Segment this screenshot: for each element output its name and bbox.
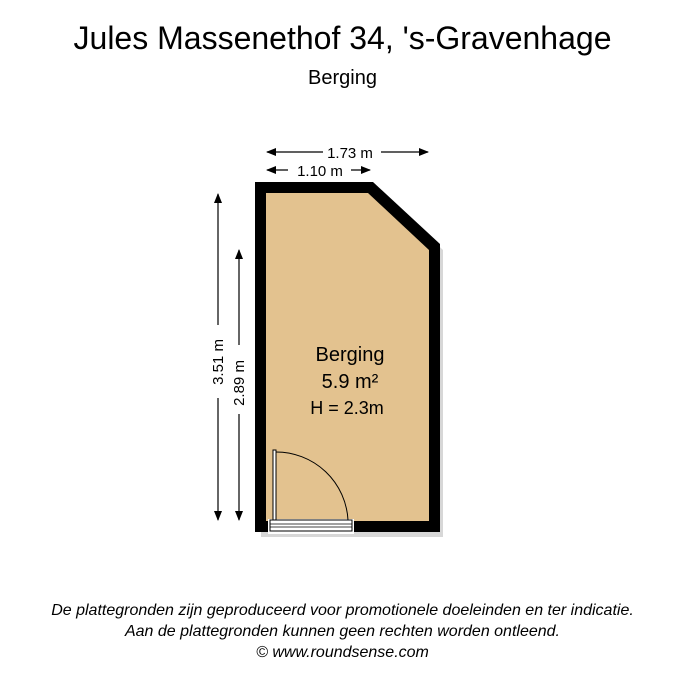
dimension-inner-height: 2.89 m <box>231 360 248 406</box>
room-name: Berging <box>315 344 385 366</box>
door-sill <box>270 520 352 531</box>
disclaimer <box>0 600 685 663</box>
room-height: H = 2.3m <box>310 398 384 418</box>
copyright: © www.roundsense.com <box>256 644 429 661</box>
dimension-inner-width: 1.10 m <box>297 163 343 180</box>
door-leaf <box>273 450 276 520</box>
dimension-outer-height: 3.51 m <box>210 339 227 385</box>
page-title: Jules Massenethof 34, 's-Gravenhage <box>73 20 612 56</box>
disclaimer-line: Aan de plattegronden kunnen geen rechten worden ontleend. <box>124 623 560 640</box>
room-area: 5.9 m² <box>321 371 379 393</box>
disclaimer-line: De plattegronden zijn geproduceerd voor promotionele doeleinden en ter indicatie. <box>51 602 634 619</box>
dimension-outer-width: 1.73 m <box>327 145 373 162</box>
page-subtitle: Berging <box>308 67 377 89</box>
